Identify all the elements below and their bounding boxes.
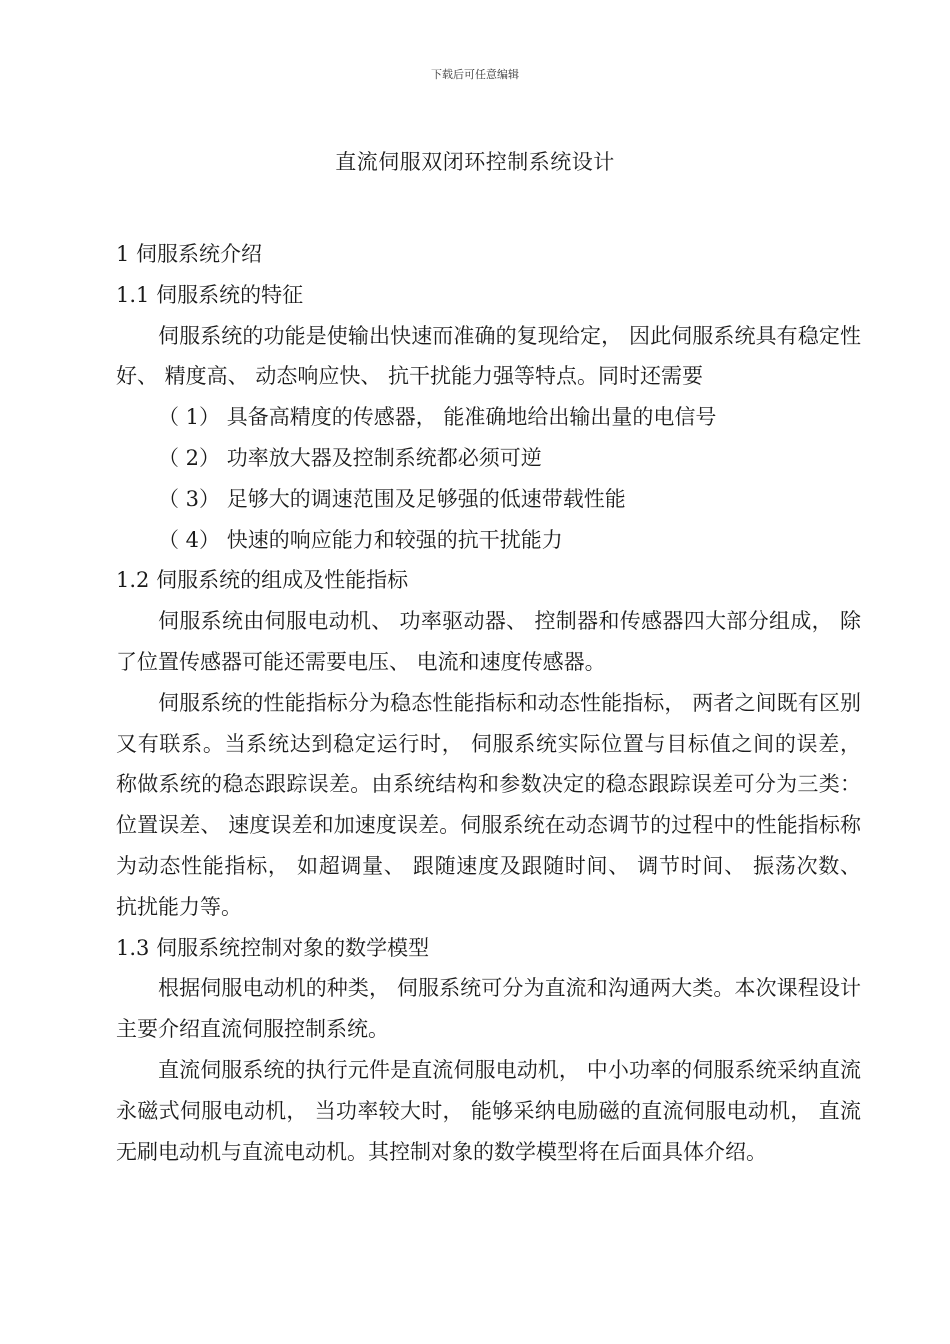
paragraph: 直流伺服系统的执行元件是直流伺服电动机， 中小功率的伺服系统采纳直流永磁式伺服电动机， 当功率较大时， 能够采纳电励磁的直流伺服电动机， 直流无刷电动机与直流电动机。其控制对象的数学模型将在后面具体介绍。 [116,1057,861,1164]
list-item: （ 3） 足够大的调速范围及足够强的低速带载性能 [158,486,626,511]
section-heading-1-1: 1.1 伺服系统的特征 [116,282,304,307]
section-heading-1-2: 1.2 伺服系统的组成及性能指标 [116,568,409,593]
section-heading-1-3: 1.3 伺服系统控制对象的数学模型 [116,935,430,960]
header-note: 下载后可任意编辑 [431,68,519,81]
paragraph: 伺服系统由伺服电动机、 功率驱动器、 控制器和传感器四大部分组成， 除了位置传感器可能还需要电压、 电流和速度传感器。 [116,609,861,674]
section-heading-1: 1 伺服系统介绍 [116,242,263,266]
list-item: （ 1） 具备高精度的传感器， 能准确地给出输出量的电信号 [158,405,717,430]
paragraph: 伺服系统的功能是使输出快速而准确的复现给定， 因此伺服系统具有稳定性好、 精度高、 动态响应快、 抗干扰能力强等特点。同时还需要 [116,323,861,389]
paragraph: 伺服系统的性能指标分为稳态性能指标和动态性能指标， 两者之间既有区别又有联系。当系统达到稳定运行时， 伺服系统实际位置与目标值之间的误差， 称做系统的稳态跟踪误差。由系统结构和参数决定的稳态跟踪误差可分为三类： 位置误差、 速度误差和加速度误差。伺服系统在动态调节的过程中的性能指标称为动态性能指标， 如超调量、 跟随速度及跟随时间、 调节时间、 振荡次数、 抗扰能力等。 [116,690,861,919]
list-item: （ 4） 快速的响应能力和较强的抗干扰能力 [158,527,563,552]
document-title: 直流伺服双闭环控制系统设计 [335,150,615,174]
list-item: （ 2） 功率放大器及控制系统都必须可逆 [158,445,542,470]
document-body [116,234,861,1172]
paragraph: 根据伺服电动机的种类， 伺服系统可分为直流和沟通两大类。本次课程设计主要介绍直流伺服控制系统。 [116,976,861,1042]
